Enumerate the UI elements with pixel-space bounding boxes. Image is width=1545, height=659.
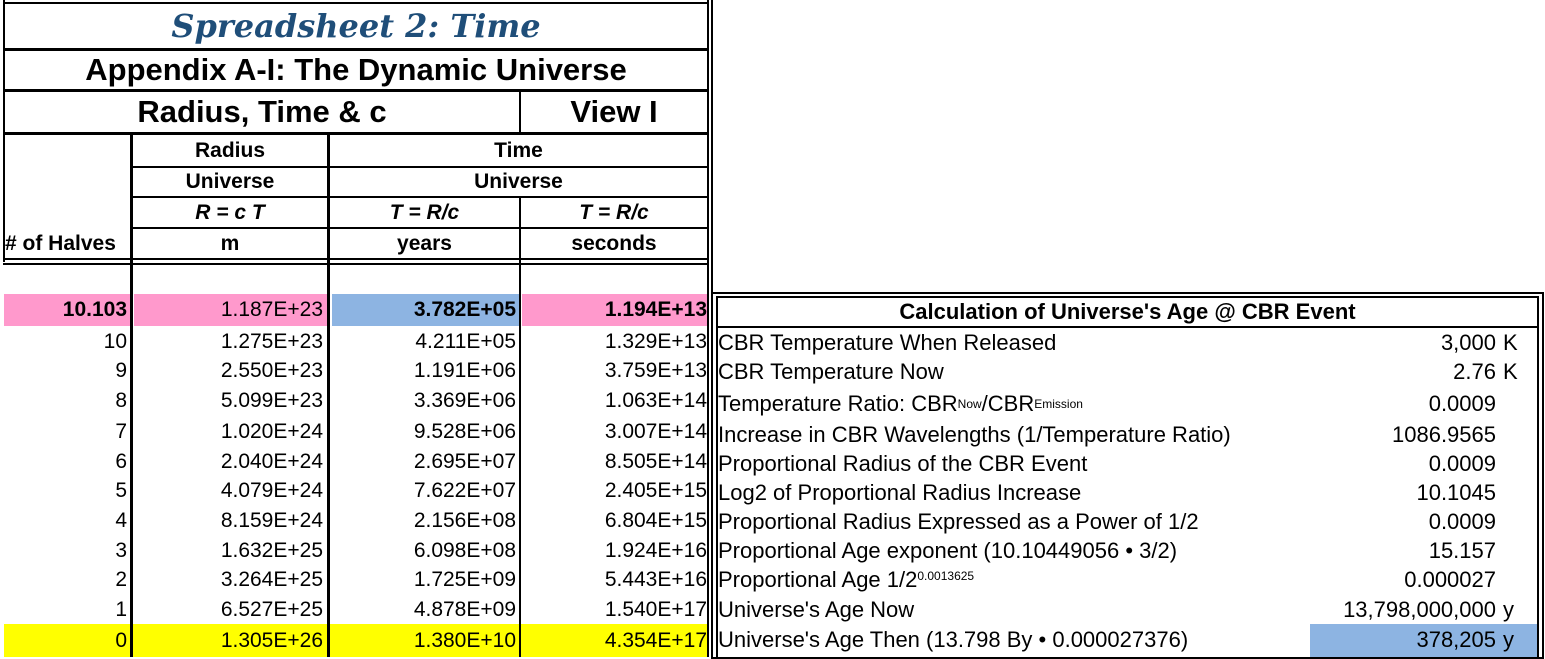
seconds-cell: 1.924E+16 — [604, 538, 707, 562]
view-title: View I — [570, 94, 658, 129]
calc-unit: K — [1503, 358, 1518, 384]
halves-cell: 10.103 — [62, 298, 127, 321]
spreadsheet-title: Spreadsheet 2: Time — [171, 7, 541, 45]
calc-value: 2.76 — [1453, 358, 1496, 384]
calc-label-sub-now: Now — [957, 397, 982, 411]
radius-cell: 5.099E+23 — [220, 389, 323, 412]
radius-cell: 1.187E+23 — [220, 298, 323, 321]
halves-cell: 0 — [115, 628, 127, 652]
calc-unit: y — [1503, 626, 1514, 652]
calc-label: Proportional Age exponent (10.10449056 • 3/2) — [718, 537, 1178, 563]
radius-cell: 3.264E+25 — [220, 568, 323, 591]
header-universe-radius: Universe — [185, 170, 275, 193]
seconds-cell: 3.759E+13 — [604, 358, 707, 382]
seconds-cell: 1.329E+13 — [604, 329, 707, 353]
radius-cell: 1.020E+24 — [220, 420, 323, 443]
header-time: Time — [494, 138, 543, 162]
calc-value: 3,000 — [1440, 329, 1496, 355]
header-unit-m: m — [220, 231, 240, 255]
calc-label: Increase in CBR Wavelengths (1/Temperature Ratio) — [718, 421, 1231, 447]
calc-label-sub-emission: Emission — [1034, 397, 1083, 411]
seconds-cell: 5.443E+16 — [604, 568, 707, 591]
halves-cell: 7 — [115, 420, 127, 443]
seconds-cell: 3.007E+14 — [604, 420, 707, 443]
years-cell: 3.369E+06 — [413, 389, 516, 412]
calc-value: 0.0009 — [1428, 508, 1496, 534]
section-title: Radius, Time & c — [137, 94, 387, 129]
halves-cell: 4 — [115, 509, 127, 532]
calc-value: 1086.9565 — [1392, 421, 1496, 447]
halves-cell: 10 — [103, 329, 127, 353]
calc-label-text: Temperature Ratio: CBR — [718, 391, 958, 416]
calc-value: 0.0009 — [1428, 450, 1496, 476]
calc-label — [718, 388, 1298, 420]
header-unit-years: years — [397, 231, 452, 255]
calc-label: Log2 of Proportional Radius Increase — [718, 479, 1082, 505]
halves-cell: 1 — [115, 597, 127, 621]
seconds-cell: 8.505E+14 — [604, 449, 707, 473]
calc-label: Proportional Radius of the CBR Event — [718, 450, 1088, 476]
seconds-cell: 4.354E+17 — [604, 628, 707, 652]
header-halves: # of Halves — [5, 231, 116, 255]
halves-cell: 5 — [115, 479, 127, 502]
radius-cell: 1.275E+23 — [220, 329, 323, 353]
calc-value: 15.157 — [1428, 537, 1496, 563]
halves-cell: 6 — [115, 449, 127, 473]
radius-cell: 4.079E+24 — [220, 479, 323, 502]
halves-cell: 8 — [115, 389, 127, 412]
header-universe-time: Universe — [474, 170, 563, 193]
halves-cell: 3 — [115, 538, 127, 562]
calc-value: 13,798,000,000 — [1343, 596, 1496, 622]
calc-label: Proportional Radius Expressed as a Power of 1/2 — [718, 508, 1199, 534]
seconds-cell: 2.405E+15 — [604, 479, 707, 502]
halves-cell: 9 — [115, 358, 127, 382]
header-formula-years: T = R/c — [389, 200, 460, 224]
seconds-cell: 1.540E+17 — [604, 597, 707, 621]
radius-cell: 2.040E+24 — [220, 449, 323, 473]
calc-label: Universe's Age Then (13.798 By • 0.000027376) — [718, 626, 1189, 652]
calc-label: Universe's Age Now — [718, 596, 915, 622]
calc-label-text: Proportional Age 1/2 — [718, 567, 918, 592]
radius-cell: 2.550E+23 — [220, 358, 323, 382]
calc-value: 0.0009 — [1428, 391, 1496, 416]
years-cell: 1.725E+09 — [413, 568, 516, 591]
calc-label-exponent: 0.0013625 — [917, 569, 975, 583]
calc-label: CBR Temperature When Released — [718, 329, 1057, 355]
radius-cell: 6.527E+25 — [220, 597, 323, 621]
radius-cell: 1.632E+25 — [220, 538, 323, 562]
header-unit-seconds: seconds — [571, 231, 657, 255]
years-cell: 4.878E+09 — [413, 597, 516, 621]
years-cell: 1.191E+06 — [413, 358, 516, 382]
seconds-cell: 1.194E+13 — [604, 298, 707, 321]
calc-label: CBR Temperature Now — [718, 358, 944, 384]
years-cell: 9.528E+06 — [413, 420, 516, 443]
radius-cell: 1.305E+26 — [220, 628, 323, 652]
years-cell: 6.098E+08 — [413, 538, 516, 562]
radius-cell: 8.159E+24 — [220, 509, 323, 532]
header-formula-radius: R = c T — [195, 200, 265, 224]
cbr-panel-title: Calculation of Universe's Age @ CBR Event — [899, 299, 1356, 324]
header-formula-seconds: T = R/c — [579, 200, 649, 224]
appendix-title: Appendix A-I: The Dynamic Universe — [85, 52, 627, 87]
calc-value: 0.000027 — [1404, 567, 1496, 592]
seconds-cell: 1.063E+14 — [604, 389, 707, 412]
halves-cell: 2 — [115, 568, 127, 591]
years-cell: 2.695E+07 — [413, 449, 516, 473]
seconds-cell: 6.804E+15 — [604, 509, 707, 532]
years-cell: 7.622E+07 — [413, 479, 516, 502]
years-cell: 3.782E+05 — [413, 298, 516, 321]
calc-value: 378,205 — [1416, 626, 1496, 652]
calc-value: 10.1045 — [1416, 479, 1496, 505]
calc-label-mid: /CBR — [981, 391, 1035, 416]
years-cell: 1.380E+10 — [413, 628, 516, 652]
calc-unit: K — [1503, 329, 1518, 355]
calc-unit: y — [1503, 596, 1514, 622]
years-cell: 4.211E+05 — [415, 329, 516, 353]
header-radius: Radius — [194, 138, 265, 162]
calc-label — [718, 565, 1298, 595]
years-cell: 2.156E+08 — [413, 509, 516, 532]
